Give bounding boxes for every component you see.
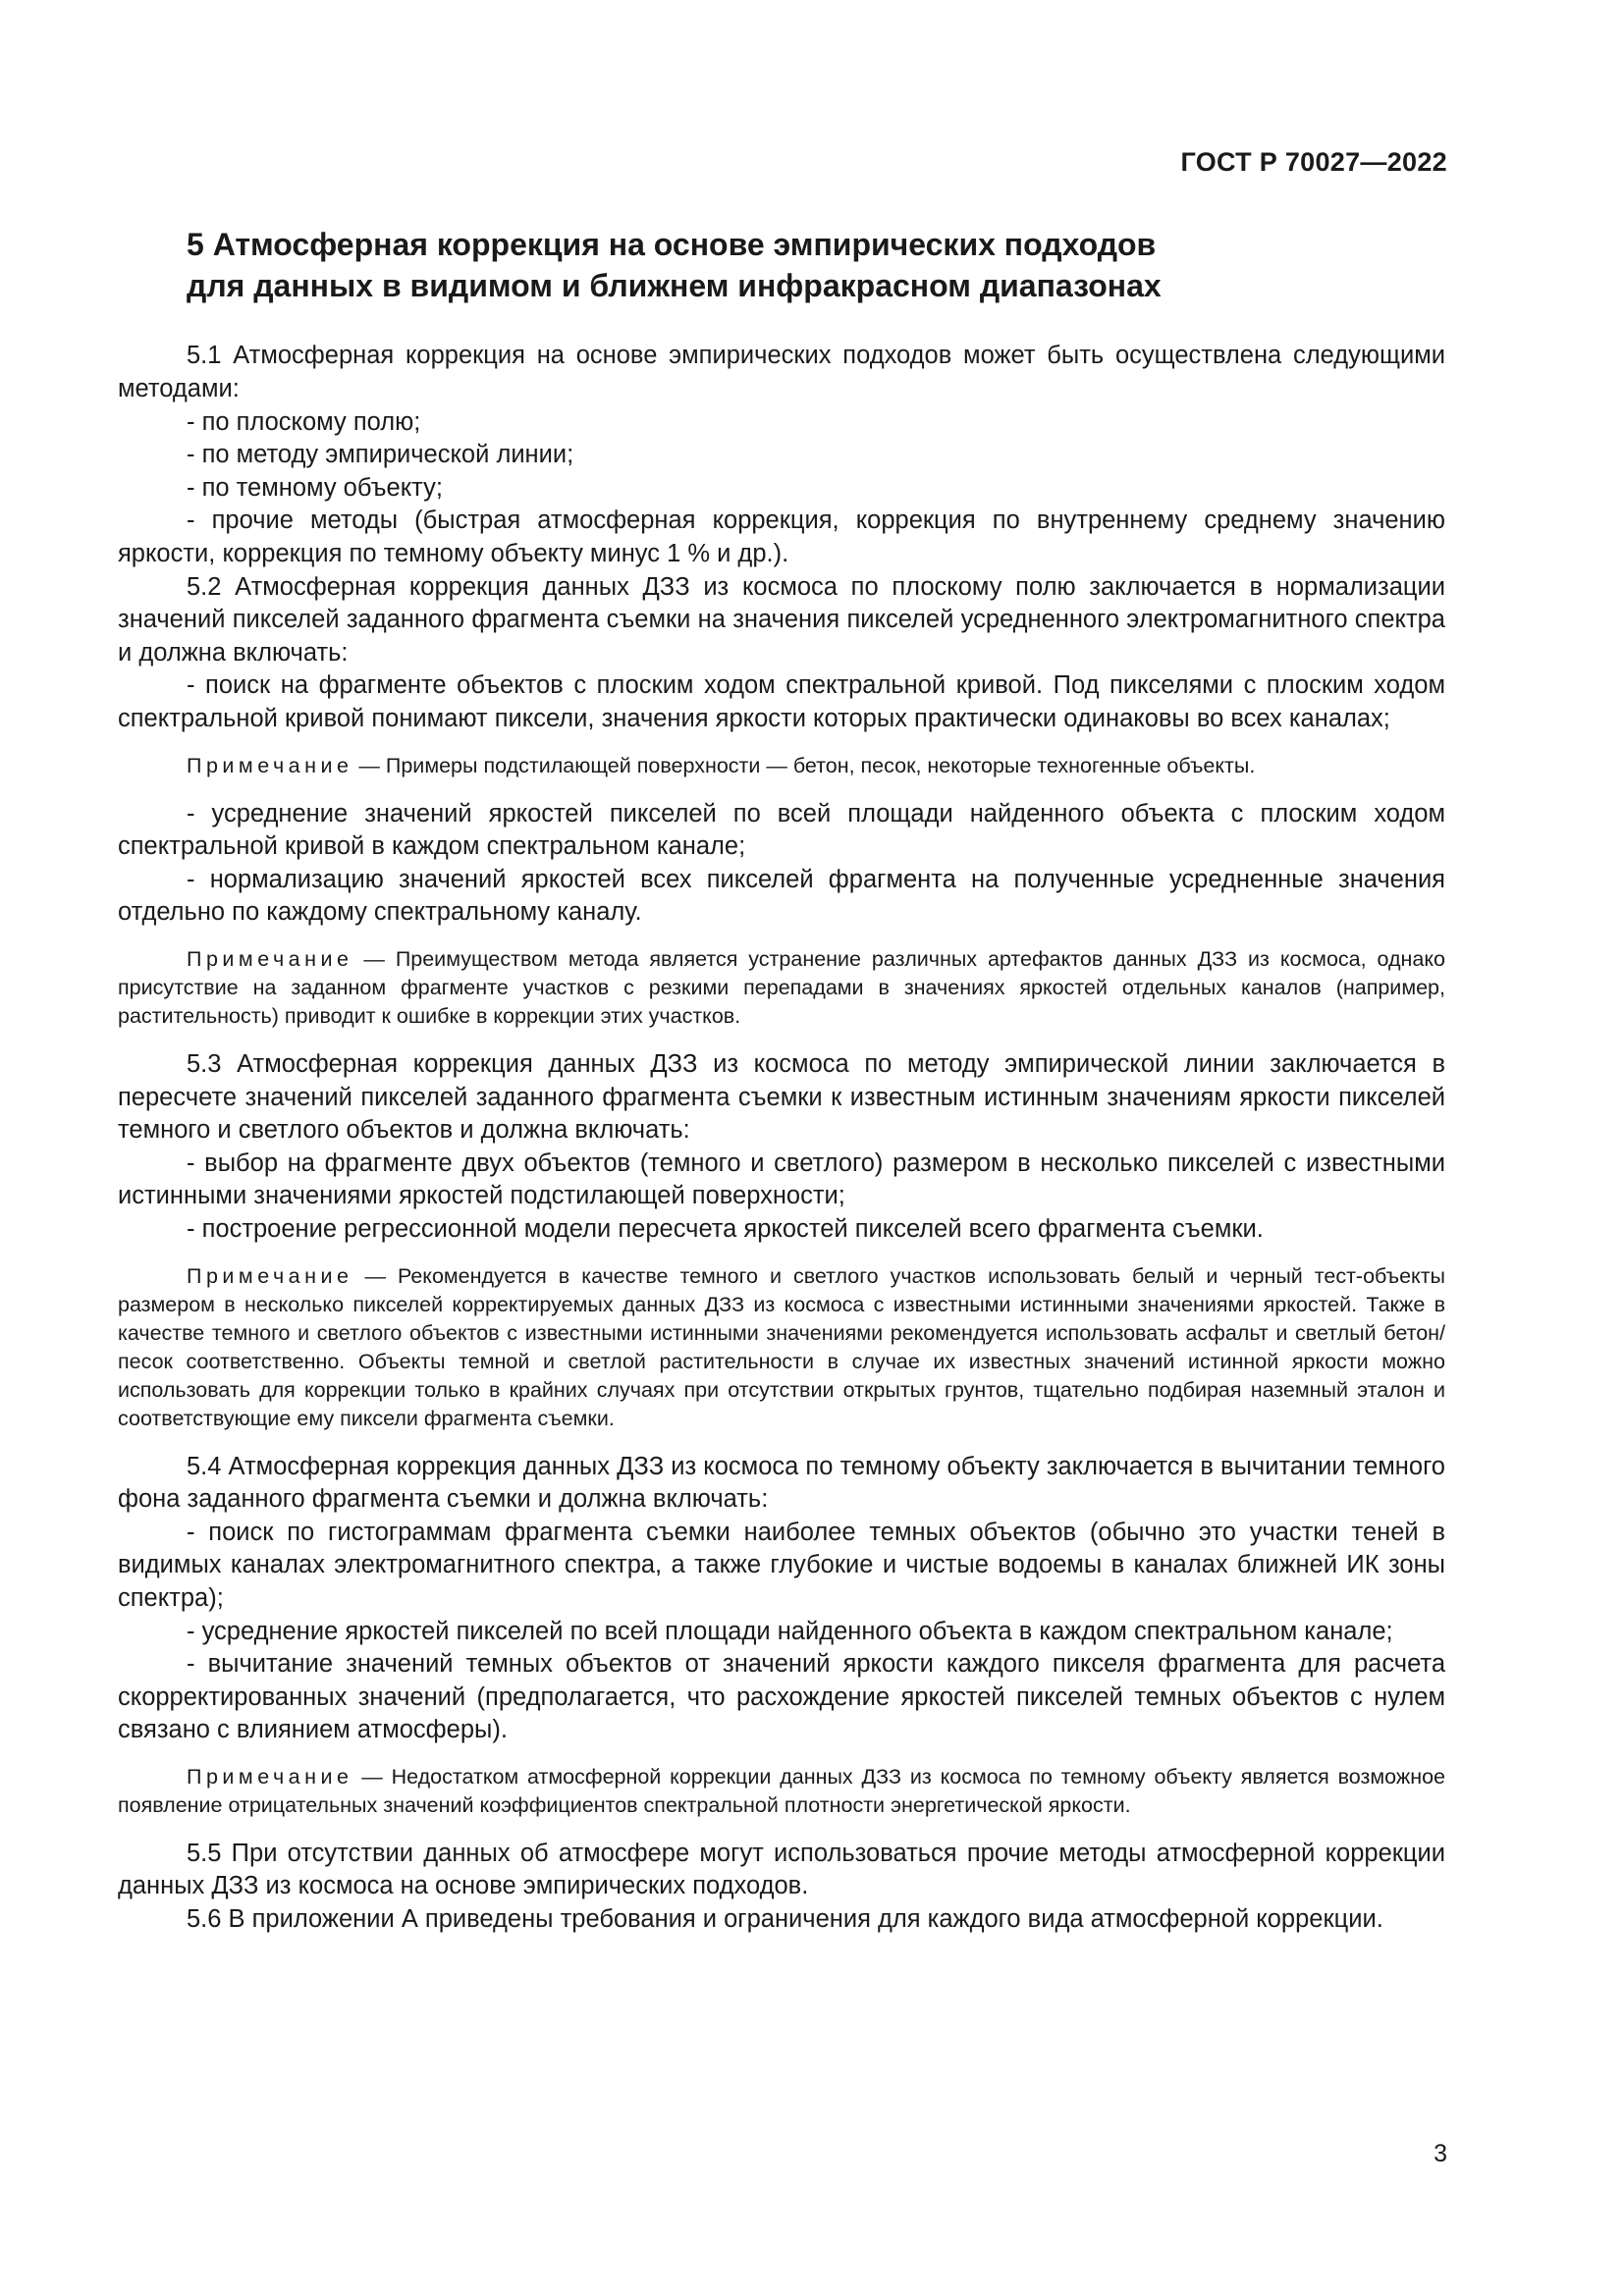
list-item: - усреднение яркостей пикселей по всей площади найденного объекта в каждом спектральном канале; bbox=[187, 1617, 1393, 1645]
list-item: - нормализацию значений яркостей всех пикселей фрагмента на полученные усредненные значения отдельно по каждому спектральному каналу. bbox=[118, 865, 1445, 927]
note-label: Примечание bbox=[187, 753, 353, 777]
paragraph-5-6: 5.6 В приложении А приведены требования и ограничения для каждого вида атмосферной коррекции. bbox=[187, 1905, 1383, 1934]
paragraph-5-2: 5.2 Атмосферная коррекция данных ДЗЗ из космоса по плоскому полю заключается в нормализации значений пикселей заданного фрагмента съемки на значения пикселей усредненного электромагнитного спектра и должна включать: bbox=[118, 572, 1445, 667]
note-label: Примечание bbox=[187, 1263, 353, 1288]
list-item: - поиск на фрагменте объектов с плоским ходом спектральной кривой. Под пикселями с плоским ходом спектральной кривой понимают пиксели, значения яркости которых практически одинаковы во всех каналах; bbox=[118, 671, 1445, 732]
note-1 bbox=[118, 752, 1445, 780]
list-item: - выбор на фрагменте двух объектов (темного и светлого) размером в несколько пикселей с известными истинными значениями яркостей подстилающей поверхности; bbox=[118, 1148, 1445, 1210]
list-item: - усреднение значений яркостей пикселей по всей площади найденного объекта с плоским ходом спектральной кривой в каждом спектральном канале; bbox=[118, 799, 1445, 861]
note-2 bbox=[118, 945, 1445, 1031]
note-label: Примечание bbox=[187, 946, 353, 971]
document-code: ГОСТ Р 70027—2022 bbox=[1180, 147, 1447, 177]
paragraph-5-5: 5.5 При отсутствии данных об атмосфере могут использоваться прочие методы атмосферной коррекции данных ДЗЗ из космоса на основе эмпирических подходов. bbox=[118, 1839, 1445, 1900]
page-content bbox=[118, 224, 1445, 1937]
list-item: - по темному объекту; bbox=[187, 473, 443, 502]
note-text: — Примеры подстилающей поверхности — бетон, песок, некоторые техногенные объекты. bbox=[352, 753, 1256, 777]
paragraph-5-3: 5.3 Атмосферная коррекция данных ДЗЗ из космоса по методу эмпирической линии заключается в пересчете значений пикселей заданного фрагмента съемки к известным истинным значениям яркости пикселей темного и светлого объектов и должна включать: bbox=[118, 1049, 1445, 1145]
note-text: — Преимуществом метода является устранение различных артефактов данных ДЗЗ из космоса, однако присутствие на заданном фрагменте участков с резкими перепадами в значениях яркостей отдельных каналов (например, растительность) приводит к ошибке в коррекции этих участков. bbox=[118, 946, 1445, 1028]
note-4 bbox=[118, 1763, 1445, 1820]
list-item: - построение регрессионной модели пересчета яркостей пикселей всего фрагмента съемки. bbox=[187, 1214, 1264, 1243]
paragraph-5-4: 5.4 Атмосферная коррекция данных ДЗЗ из космоса по темному объекту заключается в вычитании темного фона заданного фрагмента съемки и должна включать: bbox=[118, 1452, 1445, 1514]
list-item: - поиск по гистограммам фрагмента съемки наиболее темных объектов (обычно это участки теней в видимых каналах электромагнитного спектра, а также глубокие и чистые водоемы в каналах ближней ИК зоны спектра); bbox=[118, 1518, 1445, 1612]
list-item: - по плоскому полю; bbox=[187, 407, 421, 436]
note-text: — Рекомендуется в качестве темного и светлого участков использовать белый и черный тест-объекты размером в несколько пикселей корректируемых данных ДЗЗ из космоса с известными истинными значениями яркостей. Также в качестве темного и светлого объектов с известными истинными значениями рекомендуется использовать асфальт и светлый бетон/песок соответственно. Объекты темной и светлой растительности в случае их известных значений истинной яркости можно использовать для коррекции только в крайних случаях при отсутствии открытых грунтов, тщательно подбирая наземный эталон и соответствующие ему пиксели фрагмента съемки. bbox=[118, 1263, 1445, 1430]
list-item: - прочие методы (быстрая атмосферная коррекция, коррекция по внутреннему среднему значению яркости, коррекция по темному объекту минус 1 % и др.). bbox=[118, 507, 1445, 568]
section-title-line-1: 5 Атмосферная коррекция на основе эмпирических подходов bbox=[187, 227, 1157, 262]
paragraph-5-1: 5.1 Атмосферная коррекция на основе эмпирических подходов может быть осуществлена следующими методами: bbox=[118, 342, 1445, 403]
list-item: - вычитание значений темных объектов от значений яркости каждого пикселя фрагмента для расчета скорректированных значений (предполагается, что расхождение яркостей пикселей темных объектов с нулем связано с влиянием атмосферы). bbox=[118, 1650, 1445, 1744]
section-title-line-2: для данных в видимом и ближнем инфракрасном диапазонах bbox=[187, 268, 1162, 304]
page-number: 3 bbox=[1434, 2140, 1447, 2167]
note-3 bbox=[118, 1262, 1445, 1433]
list-item: - по методу эмпирической линии; bbox=[187, 441, 574, 469]
note-label: Примечание bbox=[187, 1764, 353, 1789]
section-title bbox=[187, 224, 1445, 306]
note-text: — Недостатком атмосферной коррекции данных ДЗЗ из космоса по темному объекту является возможное появление отрицательных значений коэффициентов спектральной плотности энергетической яркости. bbox=[118, 1764, 1445, 1817]
